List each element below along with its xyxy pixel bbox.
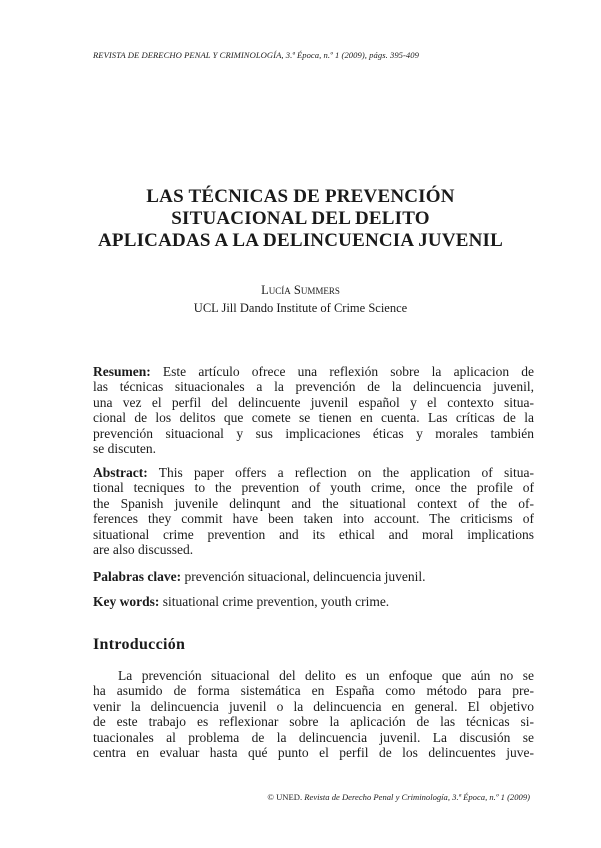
abstract-line: situational crime prevention and its ethical and moral implications (93, 526, 534, 542)
author-affiliation: UCL Jill Dando Institute of Crime Science (193, 301, 408, 315)
title-line: SITUACIONAL DEL DELITO (171, 208, 430, 229)
resumen-line: Este artículo ofrece una reflexión sobre la aplicacion de (150, 364, 534, 379)
article-title (80, 186, 521, 252)
abstract-line: ferences they commit have been taken into account. The criticisms of (93, 511, 534, 527)
body-line: ha asumido de forma sistemática en España como método para pre- (93, 683, 534, 699)
key-words (93, 594, 534, 609)
footer-copyright: © UNED. (267, 792, 305, 802)
page-footer (93, 792, 530, 802)
body-line: venir la delincuencia juvenil o la delincuencia en general. El objetivo (93, 698, 534, 714)
abstract-paragraph (93, 465, 534, 557)
section-heading-introduccion: Introducción (93, 636, 186, 653)
resumen-line: se discuten. (93, 441, 156, 457)
title-line: APLICADAS A LA DELINCUENCIA JUVENIL (97, 230, 504, 251)
title-line: LAS TÉCNICAS DE PREVENCIÓN (146, 186, 455, 207)
palabras-clave-text: prevención situacional, delincuencia juvenil. (181, 569, 426, 584)
key-words-label: Key words: (93, 594, 160, 609)
abstract-line: tional tecniques to the prevention of youth crime, once the profile of (93, 480, 534, 496)
key-words-text: situational crime prevention, youth crime. (159, 594, 390, 609)
palabras-clave (93, 569, 534, 584)
resumen-line: cional de los delitos que comete se tienen en cuenta. Las críticas de la (93, 410, 534, 426)
body-line: de este trabajo es reflexionar sobre la aplicación de las técnicas si- (93, 714, 534, 730)
running-header: REVISTA DE DERECHO PENAL Y CRIMINOLOGÍA, 3.ª Época, n.º 1 (2009), págs. 395-409 (93, 50, 419, 60)
abstract-line: the Spanish juvenile delinqunt and the situational context of the of- (93, 495, 534, 511)
palabras-clave-label: Palabras clave: (93, 569, 182, 584)
footer-citation: Revista de Derecho Penal y Criminología, 3.ª Época, n.º 1 (2009) (304, 792, 530, 802)
resumen-line: una vez el perfil del delincuente juvenil español y el contexto situa- (93, 394, 534, 410)
introduccion-paragraph (93, 668, 534, 760)
resumen-paragraph (93, 364, 534, 456)
abstract-line: are also discussed. (93, 542, 194, 558)
resumen-line: prevención situacional y sus implicaciones éticas y morales también (93, 425, 534, 441)
resumen-label: Resumen: (93, 364, 151, 379)
author-name: Lucía Summers (261, 283, 340, 297)
body-line: La prevención situacional del delito es un enfoque que aún no se (118, 668, 534, 683)
resumen-line: las técnicas situacionales a la prevención de la delincuencia juvenil, (93, 379, 534, 395)
body-line: centra en evaluar hasta qué punto el perfil de los delincuentes juve- (93, 745, 534, 761)
abstract-line: This paper offers a reflection on the application of situa- (147, 465, 534, 480)
abstract-label: Abstract: (93, 465, 148, 480)
body-line: tuacionales al problema de la delincuencia juvenil. La discusión se (93, 729, 534, 745)
